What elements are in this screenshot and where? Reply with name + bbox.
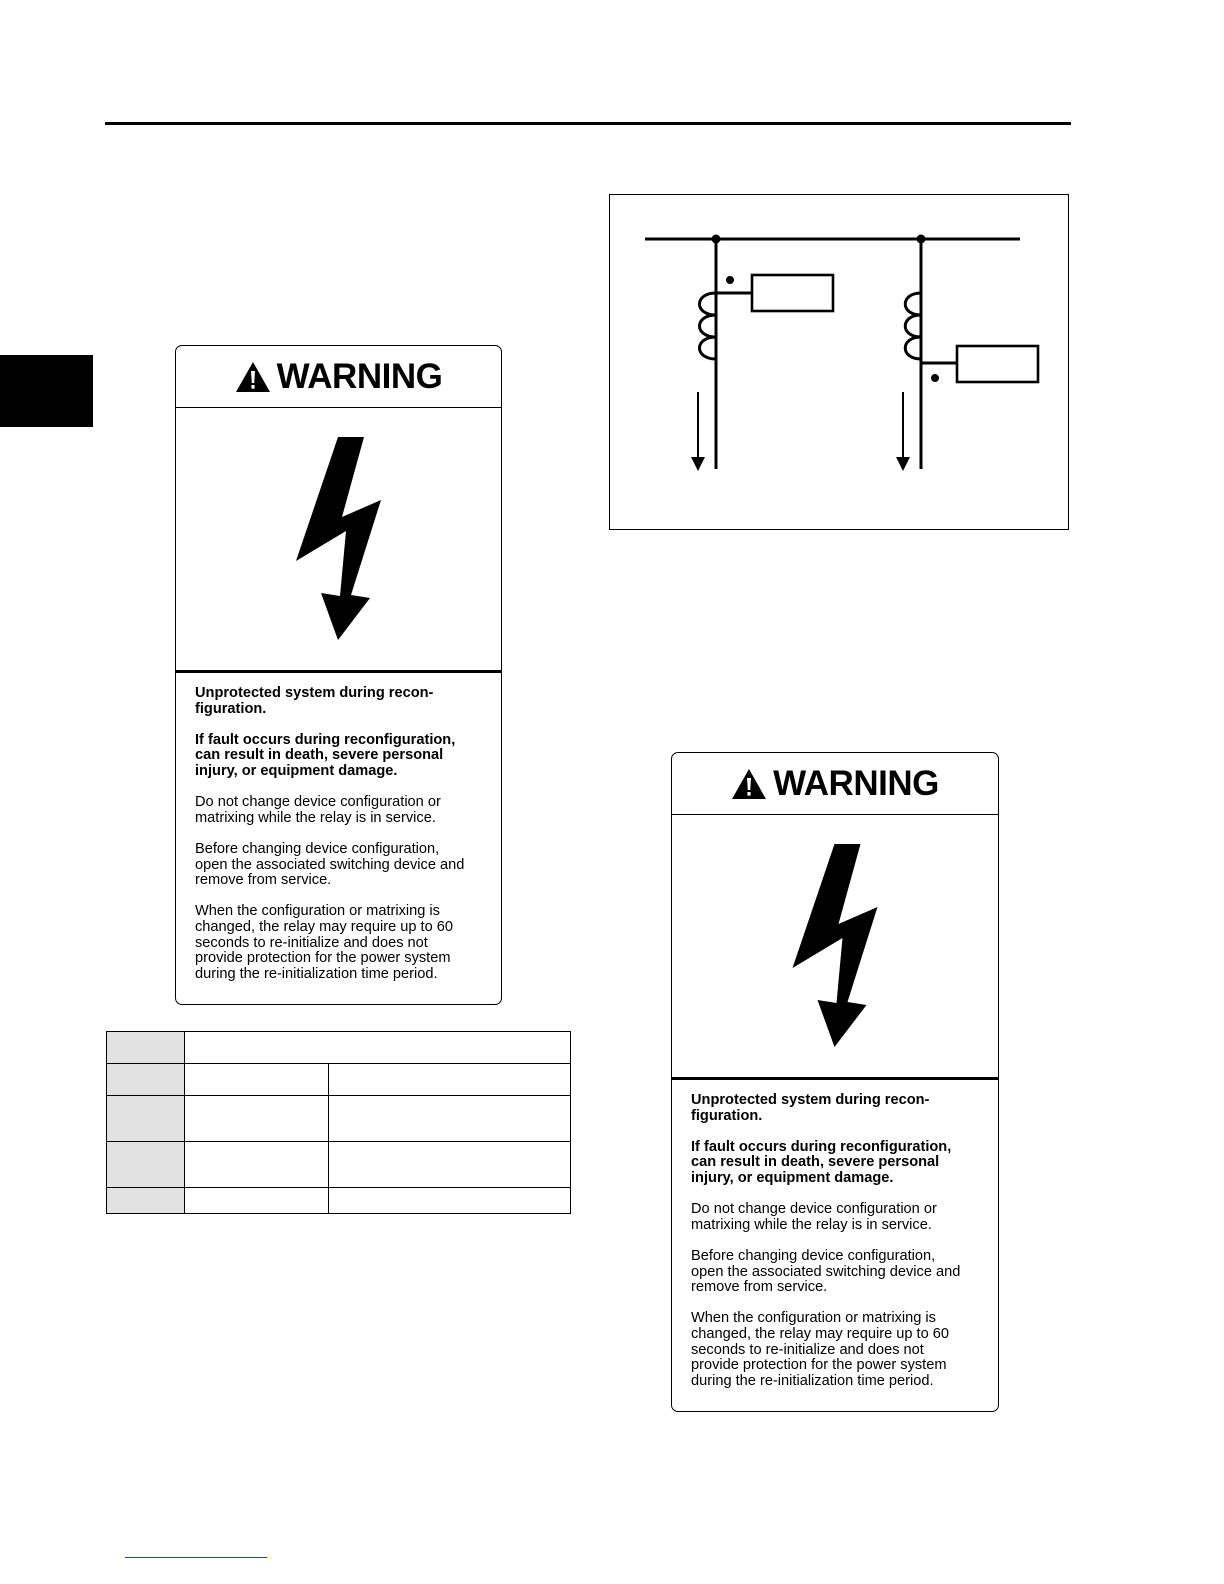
chapter-tab [0,355,93,427]
header-rule [105,122,1071,125]
warning-instruction: Do not change device configuration or matrixing while the relay is in service. [195,794,441,826]
warning-body [195,686,487,998]
warning-title: WARNING [773,764,939,803]
table-row-divider [107,1095,570,1096]
warning-label [175,345,502,1005]
warning-instruction: When the configuration or matrixing is changed, the relay may require up to 60 seconds to re-initialize and does not provide protection for the power system during the re-initialization time period. [691,1310,949,1389]
hazard-pictogram [176,407,501,673]
warning-triangle-icon [235,361,271,393]
footer-link-underline[interactable] [125,1557,267,1558]
warning-instruction: Before changing device configuration, open the associated switching device and remove from service. [691,1247,961,1296]
table-column-divider [328,1063,329,1214]
table-row-divider [107,1187,570,1188]
warning-label [671,752,999,1412]
warning-header [176,346,501,408]
warning-header [672,753,998,815]
table-header-column [107,1032,185,1213]
electric-shock-lightning-icon [176,407,501,670]
warning-body [691,1093,984,1405]
table-row-divider [107,1063,570,1064]
warning-hazard-statement: If fault occurs during reconfiguration, can result in death, severe personal injury, or equipment damage. [195,731,456,779]
warning-triangle-icon [731,768,767,800]
ct-polarity-diagram [609,194,1069,530]
hazard-pictogram [672,814,998,1080]
warning-title: WARNING [276,357,443,396]
warning-hazard-statement: Unprotected system during recon- figuration. [691,1092,930,1124]
table-row-divider [107,1141,570,1142]
warning-hazard-statement: Unprotected system during recon- figuration. [195,685,434,717]
warning-instruction: When the configuration or matrixing is changed, the relay may require up to 60 seconds to re-initialize and does not provide protection for the power system during the re-initialization time period. [195,903,453,982]
settings-table [106,1031,571,1214]
electric-shock-lightning-icon [672,814,998,1077]
warning-instruction: Before changing device configuration, open the associated switching device and remove from service. [195,840,465,889]
warning-hazard-statement: If fault occurs during reconfiguration, can result in death, severe personal injury, or equipment damage. [691,1138,952,1186]
warning-instruction: Do not change device configuration or matrixing while the relay is in service. [691,1201,937,1233]
ct-polarity-wiring-diagram [610,195,1068,529]
